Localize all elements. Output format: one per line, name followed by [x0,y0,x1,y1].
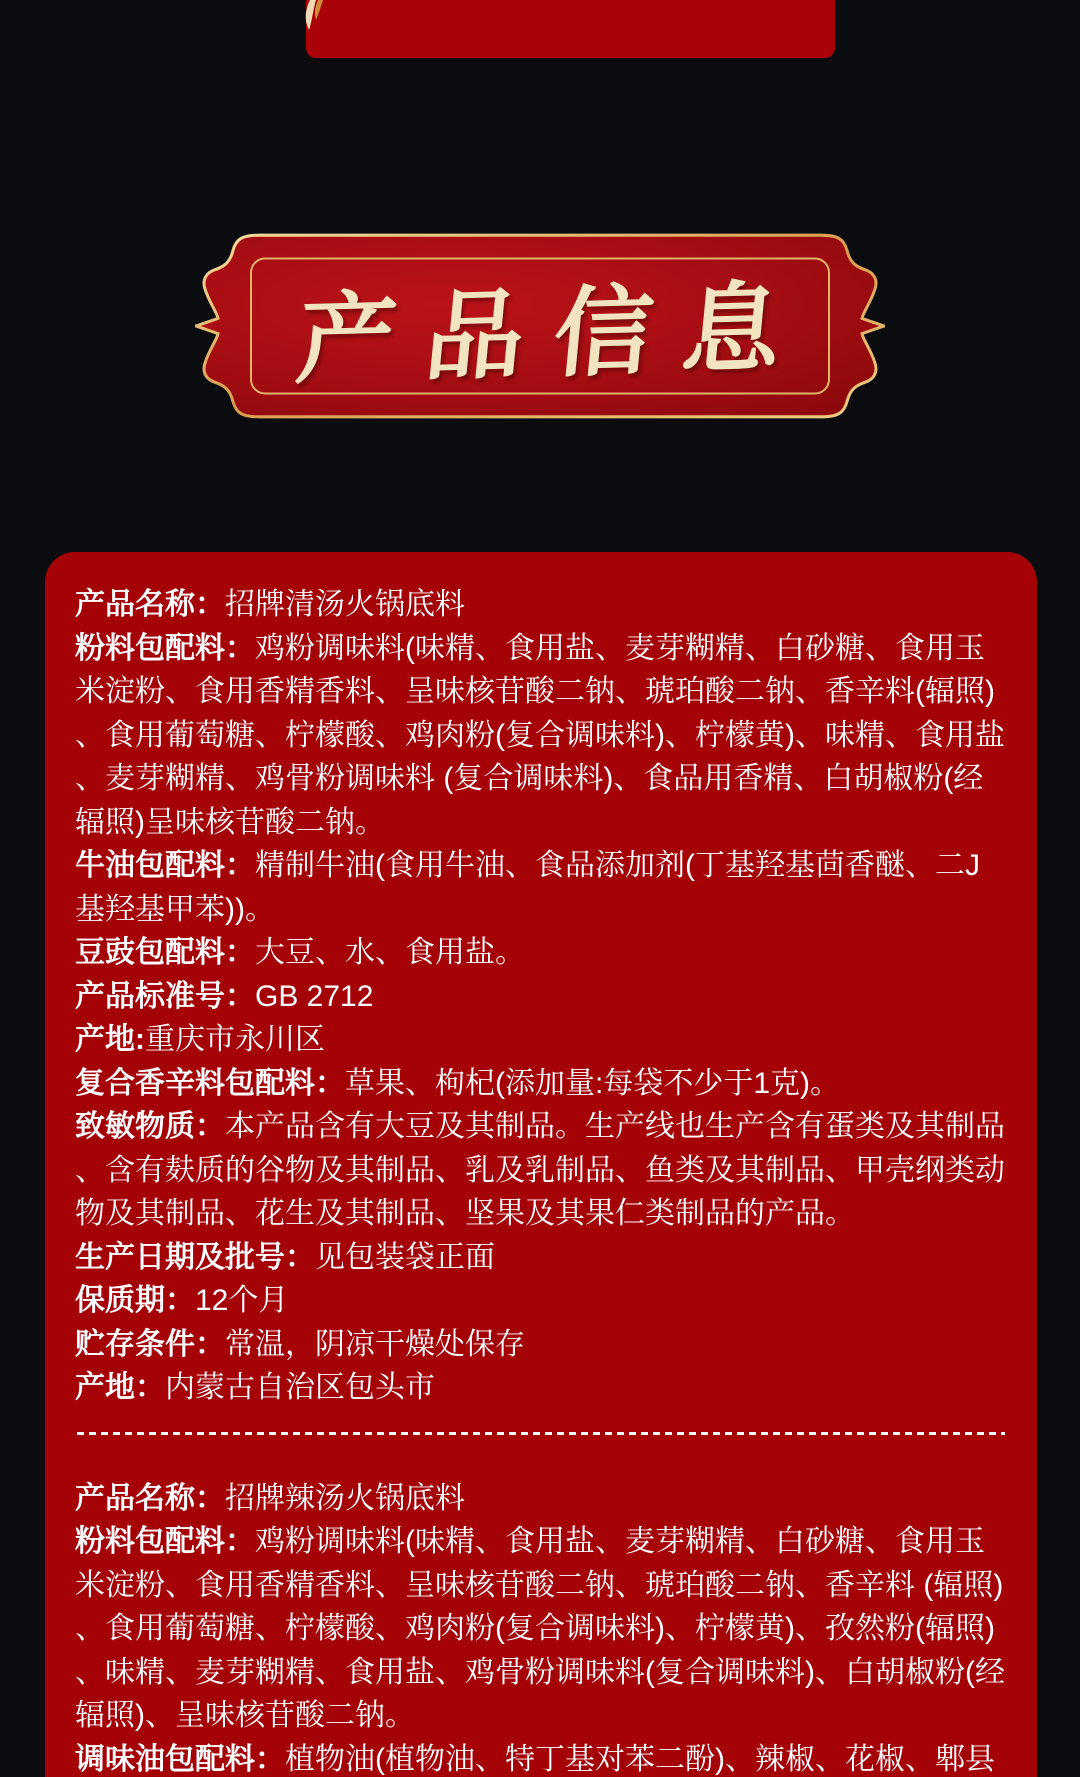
row-value: 本产品含有大豆及其制品。生产线也生产含有蛋类及其制品、含有麸质的谷物及其制品、乳及乳制品、鱼类及其制品、甲壳纲类动物及其制品、花生及其制品、坚果及其果仁类制品的产品。 [75,1110,1005,1230]
dashed-divider [77,1432,1005,1435]
row-value: 精制牛油(食用牛油、食品添加剂(丁基羟基茴香醚、二J基羟基甲苯))。 [75,849,980,926]
row-value: 12个月 [195,1284,289,1317]
row-value: 招牌辣汤火锅底料 [225,1481,465,1515]
row-label: 产品名称： [75,588,225,621]
row-product-name-2 [75,1477,1007,1521]
row-origin-inner-mongolia [75,1366,1007,1410]
row-value: 常温，阴凉干燥处保存 [225,1327,525,1361]
row-value: 鸡粉调味料(味精、食用盐、麦芽糊精、白砂糖、食用玉米淀粉、食用香精香料、呈味核苷酸二钠、琥珀酸二钠、香辛料 (辐照)、食用葡萄糖、柠檬酸、鸡肉粉(复合调味料)、柠檬黄)、孜然粉(辐照)、味精、麦芽糊精、食用盐、鸡骨粉调味料(复合调味料)、白胡椒粉(经辐照)、呈味核苷酸二钠。 [75,1525,1005,1732]
row-label: 保质期： [75,1284,195,1317]
row-seasoning-oil-ingredients [75,1738,1007,1777]
row-label: 产地： [75,1371,165,1404]
row-value: GB 2712 [255,979,374,1013]
row-label: 贮存条件： [75,1327,225,1361]
row-spice-pack-ingredients [75,1062,1007,1106]
row-value: 内蒙古自治区包头市 [165,1371,435,1404]
gold-ribbon-tip-icon [294,0,328,36]
row-value: 招牌清汤火锅底料 [225,588,465,621]
row-production-date [75,1236,1007,1280]
row-label: 调味油包配料： [75,1742,285,1776]
row-standard-number [75,975,1007,1019]
row-value: 鸡粉调味料(味精、食用盐、麦芽糊精、白砂糖、食用玉米淀粉、食用香精香料、呈味核苷酸二钠、琥珀酸二钠、香辛料(辐照)、食用葡萄糖、柠檬酸、鸡肉粉(复合调味料)、柠檬黄)、味精、食用盐、麦芽糊精、鸡骨粉调味料 (复合调味料)、食品用香精、白胡椒粉(经辐照)呈味核苷酸二钠。 [75,631,1005,839]
row-label: 复合香辛料包配料： [75,1066,345,1100]
row-label: 致敏物质： [75,1110,225,1143]
row-origin-chongqing [75,1018,1007,1062]
row-value: 见包装袋正面 [315,1240,495,1274]
row-douchi-ingredients [75,931,1007,975]
row-powder-ingredients-2 [75,1520,1007,1738]
top-red-banner-cutoff [306,0,835,58]
row-storage-conditions [75,1323,1007,1367]
row-label: 粉料包配料： [75,631,255,665]
row-label: 生产日期及批号： [75,1240,315,1274]
row-label: 豆豉包配料： [75,936,255,969]
row-value: 草果、枸杞(添加量:每袋不少于1克)。 [345,1066,840,1100]
plaque-title: 产品信息 [291,269,817,398]
row-label: 牛油包配料： [75,849,255,882]
row-butter-ingredients [75,844,1007,931]
row-label: 产品名称： [75,1481,225,1515]
row-value: 植物油(植物油、特丁基对苯二酚)、辣椒、花椒、郫县 [285,1742,995,1776]
product-info-plaque [195,222,885,430]
row-powder-ingredients [75,627,1007,845]
row-value: 大豆、水、食用盐。 [255,936,525,969]
row-label: 粉料包配料： [75,1525,255,1558]
row-value: 重庆市永川区 [145,1023,325,1056]
row-label: 产品标准号： [75,979,255,1013]
product-info-card [45,552,1037,1777]
row-product-name [75,583,1007,627]
row-shelf-life [75,1279,1007,1323]
row-label: 产地: [75,1023,145,1056]
row-allergens [75,1105,1007,1236]
